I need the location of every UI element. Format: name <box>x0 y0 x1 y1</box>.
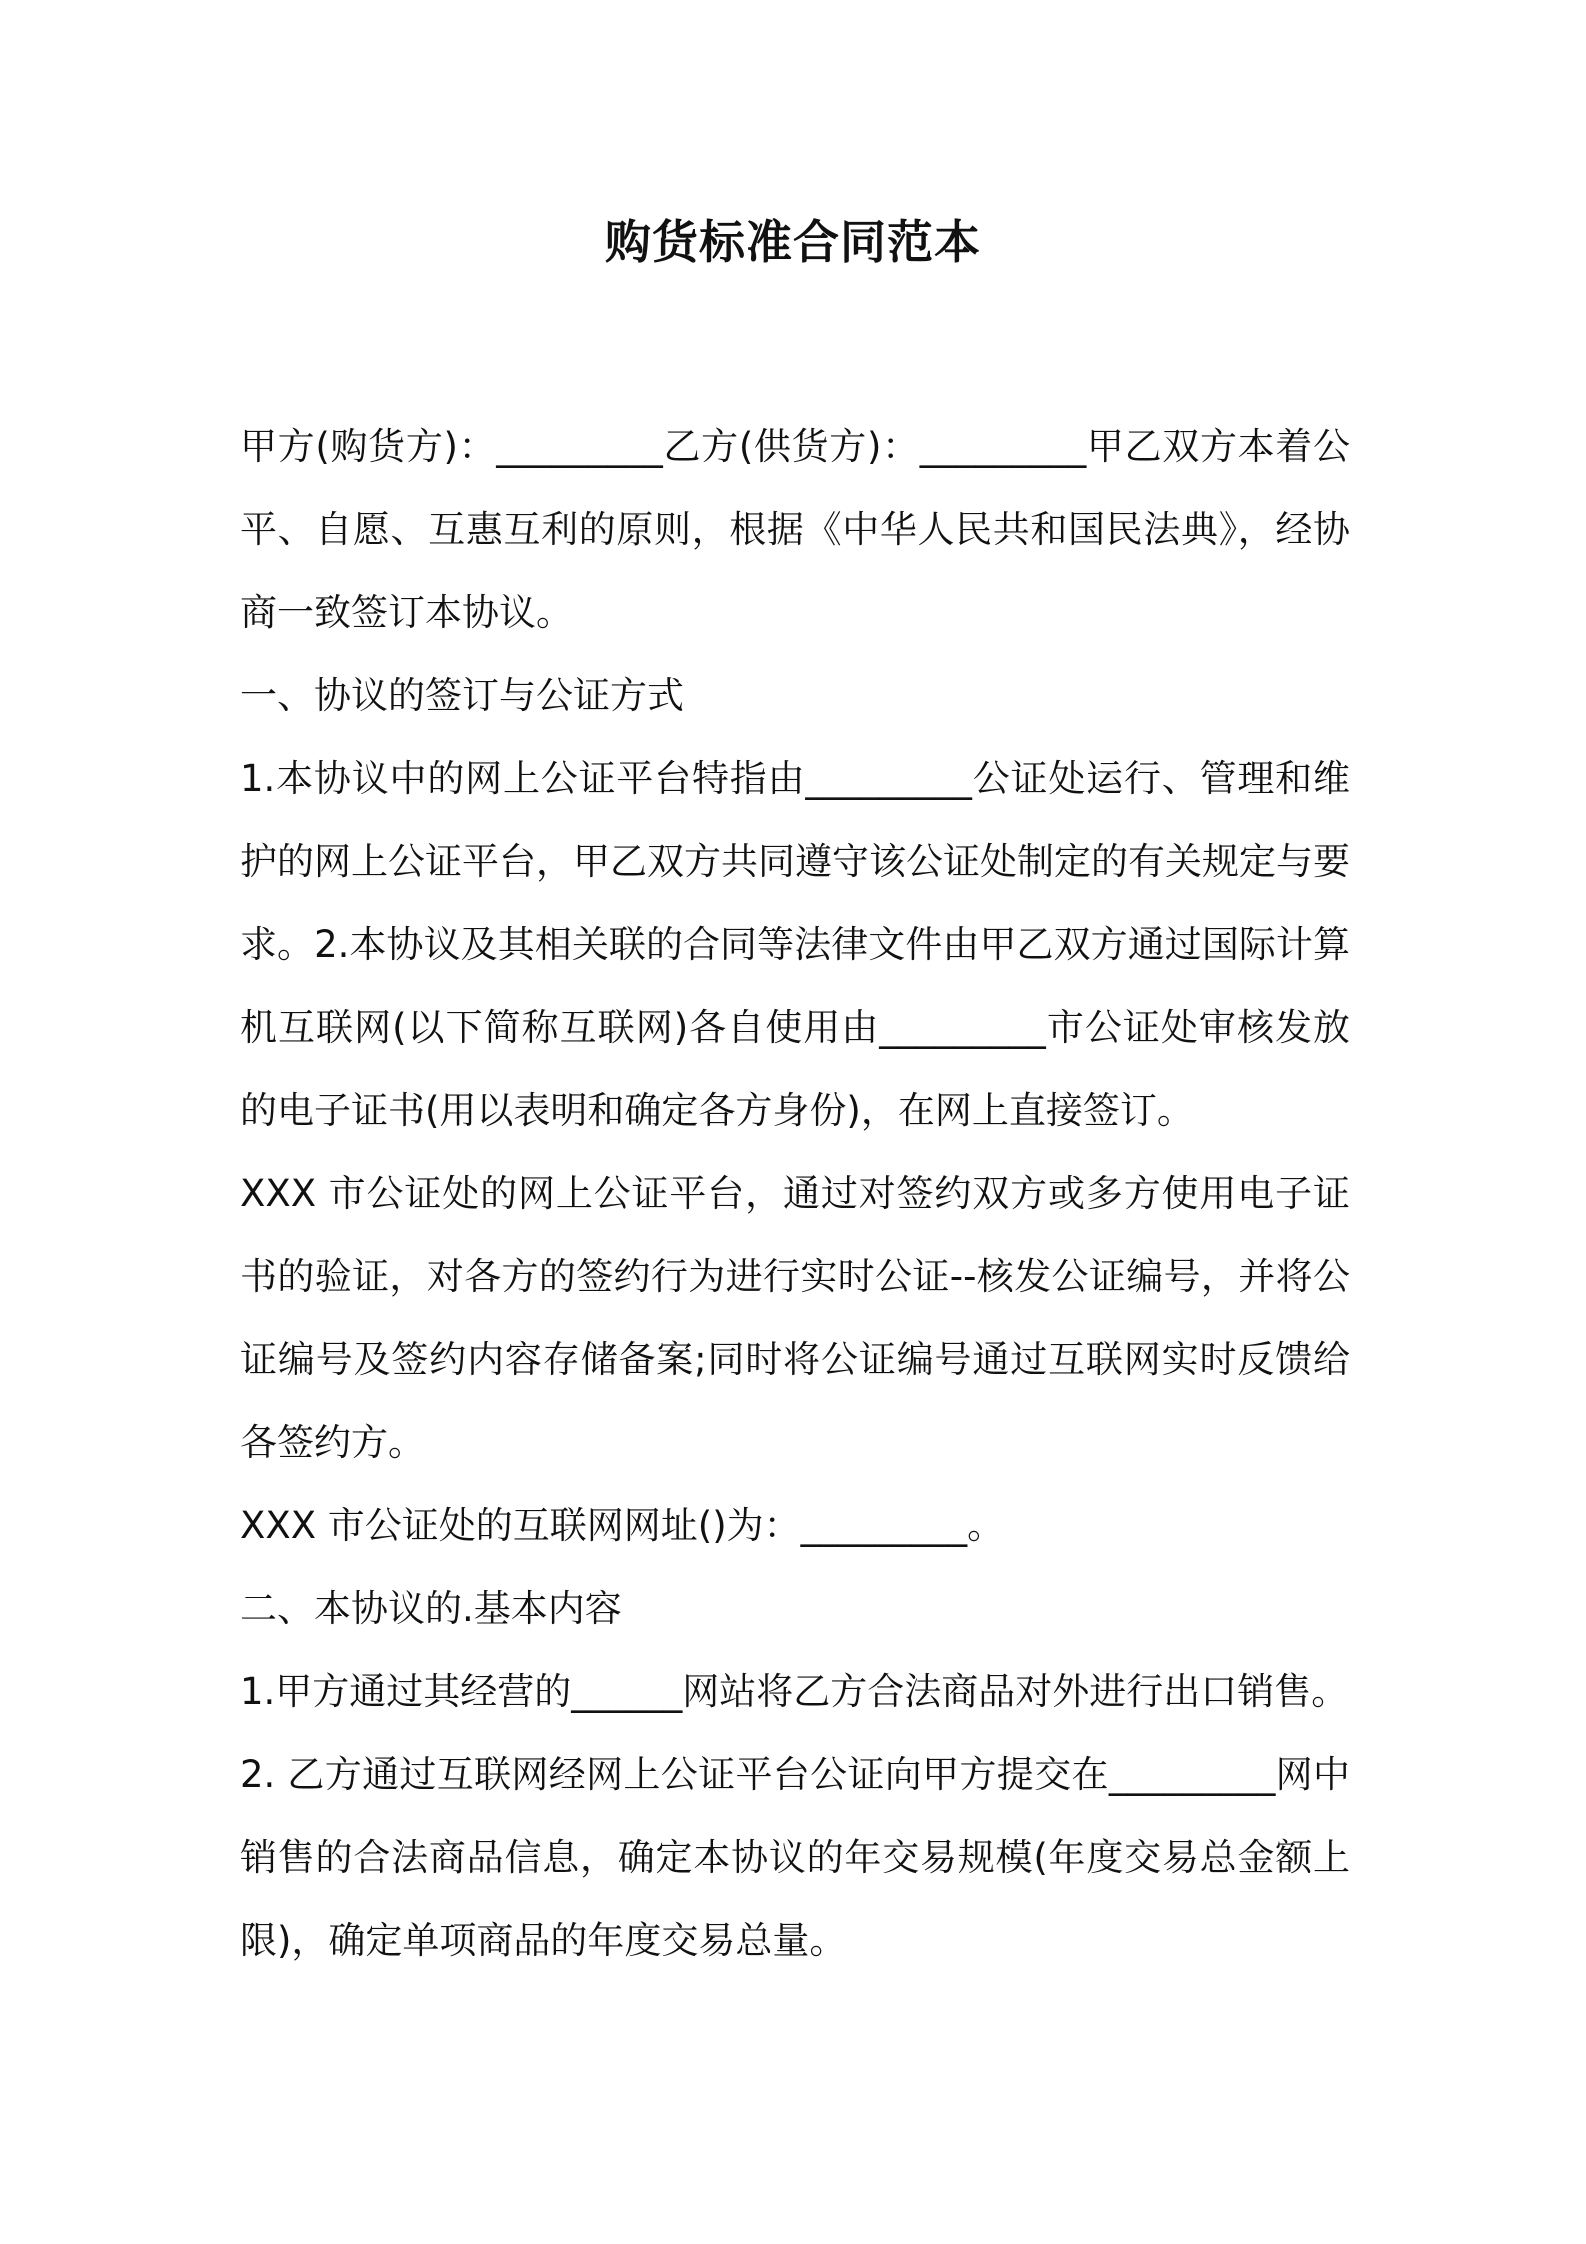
clause-paragraph: XXX 市公证处的互联网网址()为：_________。 <box>240 1504 1005 1547</box>
document-title: 购货标准合同范本 <box>605 215 981 269</box>
clause-paragraph: 2. 乙方通过互联网经网上公证平台公证向甲方提交在_________网中销售的合法商品信息，确定本协议的年交易规模(年度交易总金额上限)，确定单项商品的年度交易总量。 <box>240 1753 1350 1962</box>
clause-paragraph: 1.甲方通过其经营的______网站将乙方合法商品对外进行出口销售。 <box>240 1670 1349 1713</box>
intro-paragraph: 甲方(购货方)：_________乙方(供货方)：_________甲乙双方本着公平、自愿、互惠互利的原则，根据《中华人民共和国民法典》，经协商一致签订本协议。 <box>240 425 1350 634</box>
clause-paragraph: XXX 市公证处的网上公证平台，通过对签约双方或多方使用电子证书的验证，对各方的签约行为进行实时公证--核发公证编号，并将公证编号及签约内容存储备案;同时将公证编号通过互联网实时反馈给各签约方。 <box>240 1172 1350 1464</box>
document-body <box>240 405 1350 1982</box>
section-heading-2: 二、本协议的.基本内容 <box>240 1587 622 1630</box>
clause-paragraph: 1.本协议中的网上公证平台特指由_________公证处运行、管理和维护的网上公证平台，甲乙双方共同遵守该公证处制定的有关规定与要求。2.本协议及其相关联的合同等法律文件由甲乙双方通过国际计算机互联网(以下简称互联网)各自使用由_________市公证处审核发放的电子证书(用以表明和确定各方身份)，在网上直接签订。 <box>240 757 1350 1132</box>
section-heading-1: 一、协议的签订与公证方式 <box>240 674 684 717</box>
